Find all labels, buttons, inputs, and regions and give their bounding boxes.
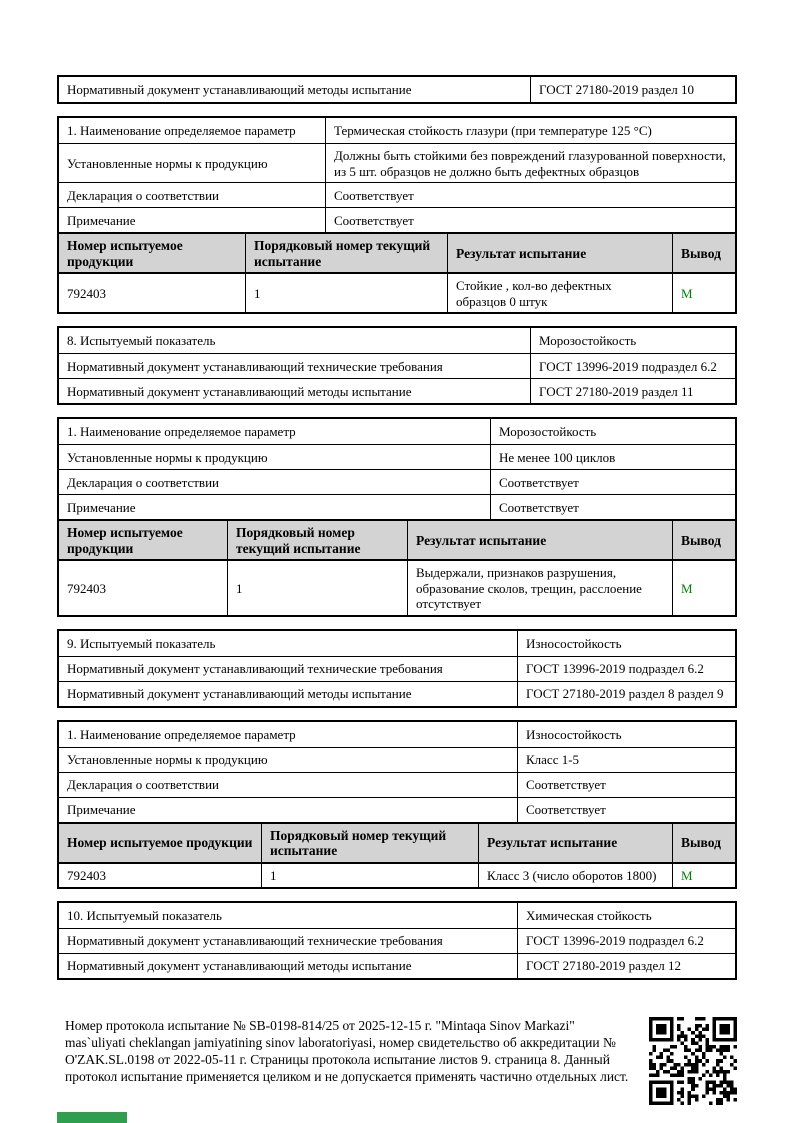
row-value: Износостойкость (517, 631, 735, 656)
row-value: Не менее 100 циклов (490, 445, 735, 469)
product-number: 792403 (67, 867, 106, 883)
results-header-row (59, 232, 735, 272)
column-header-result: Результат испытание (407, 521, 672, 559)
column-header-result: Результат испытание (478, 824, 672, 862)
table-row (59, 656, 735, 681)
row-value: ГОСТ 27180-2019 раздел 8 раздел 9 (517, 682, 735, 706)
row-label: Нормативный документ устанавливающий технические требования (67, 933, 443, 949)
row-label: 1. Наименование определяемое параметр (67, 123, 296, 139)
row-label: Нормативный документ устанавливающий технические требования (67, 661, 443, 677)
table-row (59, 118, 735, 143)
row-value: Химическая стойкость (517, 903, 735, 928)
row-label: Нормативный документ устанавливающий методы испытание (67, 383, 412, 399)
row-label: Установленные нормы к продукцию (67, 752, 268, 768)
table-row (59, 494, 735, 519)
row-label: Нормативный документ устанавливающий методы испытание (67, 958, 412, 974)
footer (57, 1017, 737, 1105)
frost-table (57, 417, 737, 617)
row-value: Класс 1-5 (517, 748, 735, 772)
row-value: Соответствует (490, 470, 735, 494)
row-value: Износостойкость (517, 722, 735, 747)
row-value: ГОСТ 13996-2019 подраздел 6.2 (517, 929, 735, 953)
row-label: Установленные нормы к продукцию (67, 155, 268, 171)
table-row (59, 772, 735, 797)
result-row (59, 559, 735, 615)
method-doc-table (57, 75, 737, 104)
result-row (59, 272, 735, 312)
table-row (59, 143, 735, 182)
table-row (59, 631, 735, 656)
table-row (59, 903, 735, 928)
wear-indicator-table (57, 629, 737, 708)
test-result: Выдержали, признаков разрушения, образование сколов, трещин, расслоение отсутствует (407, 561, 672, 615)
row-label: Установленные нормы к продукцию (67, 449, 268, 465)
row-value: Морозостойкость (490, 419, 735, 444)
column-header-conclusion: Вывод (672, 824, 735, 862)
row-value: Термическая стойкость глазури (при температуре 125 °C) (325, 118, 735, 143)
row-label: Нормативный документ устанавливающий методы испытание (67, 686, 412, 702)
table-row (59, 353, 735, 378)
table-row (59, 77, 735, 102)
column-header-conclusion: Вывод (672, 234, 735, 272)
qr-code (649, 1017, 737, 1105)
row-label: Примечание (67, 212, 136, 228)
table-row (59, 722, 735, 747)
footer-green-bar (57, 1112, 127, 1123)
column-header-order: Порядковый номер текущий испытание (261, 824, 478, 862)
row-value: ГОСТ 27180-2019 раздел 10 (530, 77, 735, 102)
column-header-order: Порядковый номер текущий испытание (245, 234, 447, 272)
row-value: ГОСТ 27180-2019 раздел 12 (517, 954, 735, 978)
row-label: Декларация о соответствии (67, 474, 219, 490)
table-row (59, 747, 735, 772)
table-row (59, 469, 735, 494)
frost-indicator-table (57, 326, 737, 405)
row-value: Соответствует (325, 208, 735, 232)
row-label: Декларация о соответствии (67, 187, 219, 203)
column-header-product: Номер испытуемое продукции (67, 835, 253, 851)
order-number: 1 (261, 864, 478, 887)
row-value: ГОСТ 13996-2019 подраздел 6.2 (530, 354, 735, 378)
protocol-content (57, 75, 737, 1105)
table-row (59, 182, 735, 207)
table-row (59, 797, 735, 822)
results-header-row (59, 519, 735, 559)
column-header-order: Порядковый номер текущий испытание (227, 521, 407, 559)
wear-table (57, 720, 737, 889)
row-label: Декларация о соответствии (67, 777, 219, 793)
product-number: 792403 (67, 285, 106, 301)
protocol-footer-note: Номер протокола испытание № SB-0198-814/25 от 2025-12-15 г. "Mintaqa Sinov Markazi" mas`uliyati cheklangan jamiyatining sinov laboratoriyasi, номер свидетельство об аккредитации № O'ZAK.SL.0198 от 2022-05-11 г. Страницы протокола испытание листов 9. страница 8. Данный протокол испытание применяется целиком и не допускается применять частично отдельных лист. (65, 1017, 629, 1084)
order-number: 1 (227, 561, 407, 615)
column-header-product: Номер испытуемое продукции (67, 238, 183, 269)
order-number: 1 (245, 274, 447, 312)
product-number: 792403 (67, 580, 106, 596)
row-value: Соответствует (517, 798, 735, 822)
row-label: Примечание (67, 802, 136, 818)
table-row (59, 328, 735, 353)
thermal-table (57, 116, 737, 314)
chemical-indicator-table (57, 901, 737, 980)
row-label: Нормативный документ устанавливающий технические требования (67, 358, 443, 374)
row-label: 8. Испытуемый показатель (67, 333, 216, 349)
row-value: ГОСТ 13996-2019 подраздел 6.2 (517, 657, 735, 681)
row-value: Соответствует (517, 773, 735, 797)
row-label: Примечание (67, 499, 136, 515)
table-row (59, 953, 735, 978)
column-header-result: Результат испытание (447, 234, 672, 272)
row-label: Нормативный документ устанавливающий методы испытание (67, 82, 412, 98)
row-value: Морозостойкость (530, 328, 735, 353)
column-header-product: Номер испытуемое продукции (67, 525, 183, 556)
row-label: 1. Наименование определяемое параметр (67, 726, 296, 742)
conclusion-value: М (672, 864, 735, 887)
row-value: ГОСТ 27180-2019 раздел 11 (530, 379, 735, 403)
table-row (59, 928, 735, 953)
row-label: 1. Наименование определяемое параметр (67, 424, 296, 440)
row-value: Соответствует (490, 495, 735, 519)
table-row (59, 444, 735, 469)
results-header-row (59, 822, 735, 862)
row-label: 9. Испытуемый показатель (67, 635, 216, 651)
row-value: Соответствует (325, 183, 735, 207)
test-result: Стойкие , кол-во дефектных образцов 0 штук (447, 274, 672, 312)
row-label: 10. Испытуемый показатель (67, 907, 222, 923)
column-header-conclusion: Вывод (672, 521, 735, 559)
test-result: Класс 3 (число оборотов 1800) (478, 864, 672, 887)
conclusion-value: М (672, 561, 735, 615)
table-row (59, 681, 735, 706)
conclusion-value: М (672, 274, 735, 312)
result-row (59, 862, 735, 887)
table-row (59, 207, 735, 232)
table-row (59, 378, 735, 403)
table-row (59, 419, 735, 444)
row-value: Должны быть стойкими без повреждений глазурованной поверхности, из 5 шт. образцов не должно быть дефектных образцов (325, 144, 735, 182)
